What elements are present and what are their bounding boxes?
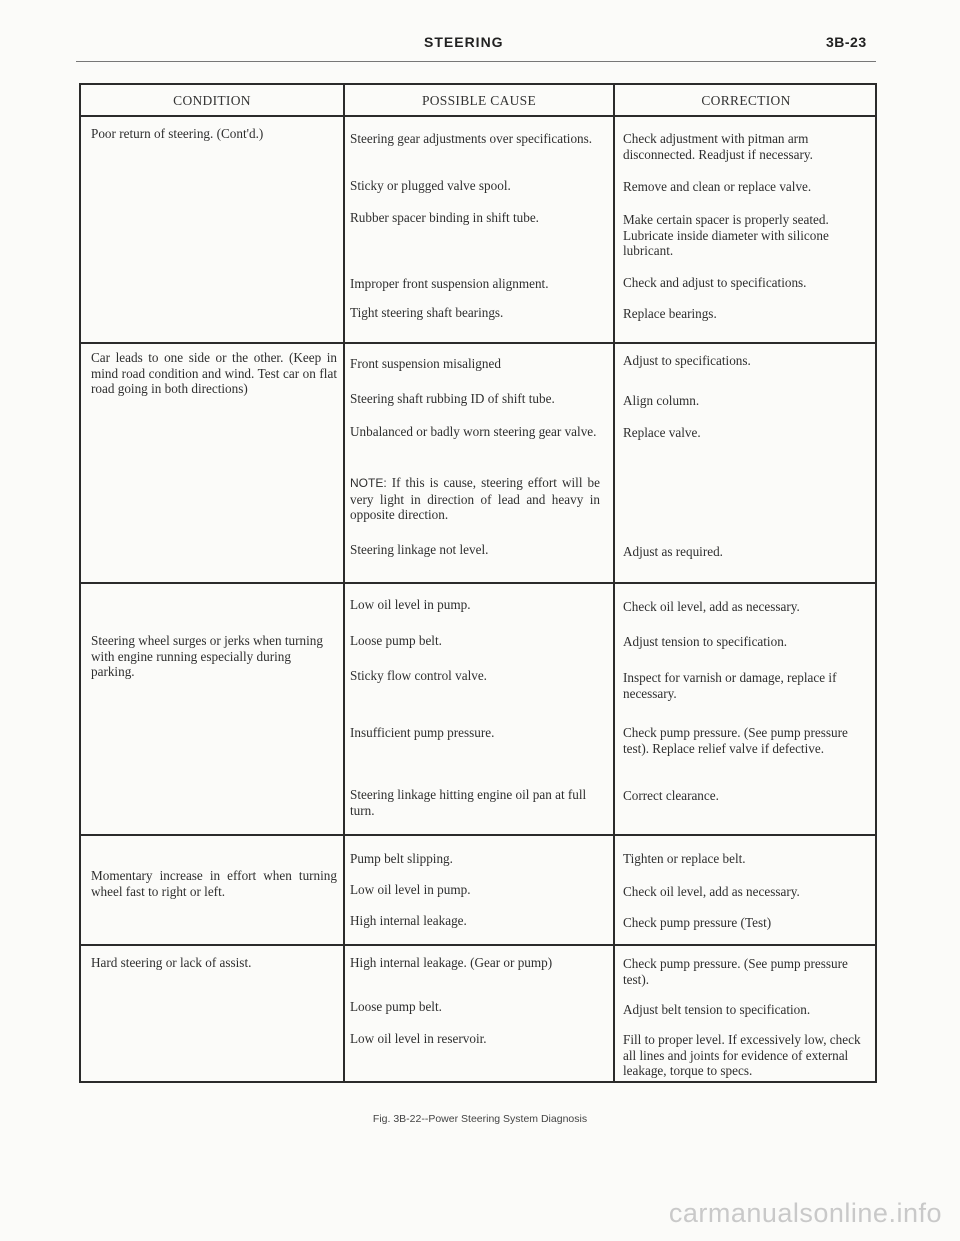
correction-cell: Check pump pressure. (See pump pressure test). (623, 956, 848, 987)
cause-cell: Steering gear adjustments over specifications. (350, 131, 593, 146)
row-divider (81, 834, 875, 836)
header-condition: CONDITION (173, 93, 251, 108)
note-label: NOTE: (350, 476, 387, 490)
correction-cell: Align column. (623, 393, 700, 408)
correction-cell: Correct clearance. (623, 788, 719, 803)
condition-cell: Poor return of steering. (Cont'd.) (91, 126, 264, 141)
correction-cell: Check oil level, add as necessary. (623, 884, 800, 899)
cause-cell: Steering shaft rubbing ID of shift tube. (350, 391, 555, 406)
cause-cell: Rubber spacer binding in shift tube. (350, 210, 539, 225)
cause-cell: High internal leakage. (350, 913, 467, 928)
cause-cell: Steering linkage hitting engine oil pan at full turn. (350, 787, 587, 818)
correction-cell: Check pump pressure. (See pump pressure test). Replace relief valve if defective. (623, 725, 848, 756)
correction-cell: Adjust tension to specification. (623, 634, 788, 649)
condition-cell: Car leads to one side or the other. (Keep in mind road condition and wind. Test car on flat road going in both directions) (91, 350, 337, 396)
cause-cell: Low oil level in reservoir. (350, 1031, 487, 1046)
header-rule (76, 61, 876, 62)
cause-cell: Unbalanced or badly worn steering gear valve. (350, 424, 597, 439)
correction-cell: Check oil level, add as necessary. (623, 599, 800, 614)
cause-cell: Sticky flow control valve. (350, 668, 487, 683)
correction-cell: Make certain spacer is properly seated. Lubricate inside diameter with silicone lubricant. (623, 212, 829, 258)
diagnosis-table (79, 83, 877, 1083)
correction-cell: Tighten or replace belt. (623, 851, 746, 866)
cause-cell: Improper front suspension alignment. (350, 276, 549, 291)
page-number: 3B-23 (826, 34, 867, 50)
correction-cell: Fill to proper level. If excessively low, check all lines and joints for evidence of external leakage, torque to specs. (623, 1032, 861, 1078)
cause-cell: High internal leakage. (Gear or pump) (350, 955, 553, 970)
cause-cell: Tight steering shaft bearings. (350, 305, 504, 320)
header-possible-cause: POSSIBLE CAUSE (421, 93, 537, 108)
correction-cell: Check adjustment with pitman arm disconnected. Readjust if necessary. (623, 131, 813, 162)
row-divider (81, 944, 875, 946)
correction-cell: Adjust to specifications. (623, 353, 751, 368)
header-correction: CORRECTION (701, 93, 791, 108)
correction-cell: Adjust belt tension to specification. (623, 1002, 811, 1017)
correction-cell: Check pump pressure (Test) (623, 915, 772, 930)
cause-cell: Loose pump belt. (350, 999, 442, 1014)
correction-cell: Replace bearings. (623, 306, 717, 321)
running-header-title: STEERING (424, 34, 504, 50)
figure-caption: Fig. 3B-22--Power Steering System Diagnosis (372, 1113, 588, 1125)
correction-cell: Replace valve. (623, 425, 701, 440)
correction-cell: Remove and clean or replace valve. (623, 179, 812, 194)
cause-cell: Insufficient pump pressure. (350, 725, 495, 740)
cause-cell: Pump belt slipping. (350, 851, 453, 866)
correction-cell: Inspect for varnish or damage, replace if necessary. (623, 670, 837, 701)
condition-cell: Steering wheel surges or jerks when turning with engine running especially during parking. (91, 633, 323, 679)
cause-cell: Low oil level in pump. (350, 597, 471, 612)
header-divider (81, 115, 875, 117)
row-divider (81, 582, 875, 584)
cause-cell: Front suspension misaligned (350, 356, 501, 371)
condition-cell: Hard steering or lack of assist. (91, 955, 252, 970)
cause-cell: Sticky or plugged valve spool. (350, 178, 511, 193)
row-divider (81, 342, 875, 344)
correction-cell: Check and adjust to specifications. (623, 275, 807, 290)
cause-cell: Steering linkage not level. (350, 542, 489, 557)
cause-cell: Low oil level in pump. (350, 882, 471, 897)
correction-cell: Adjust as required. (623, 544, 723, 559)
note-text (350, 475, 600, 523)
note-body: If this is cause, steering effort will be very light in direction of lead and heavy in opposite direction. (350, 475, 600, 522)
watermark: carmanualsonline.info (668, 1198, 942, 1228)
cause-cell: Loose pump belt. (350, 633, 442, 648)
condition-cell: Momentary increase in effort when turning wheel fast to right or left. (91, 868, 337, 899)
